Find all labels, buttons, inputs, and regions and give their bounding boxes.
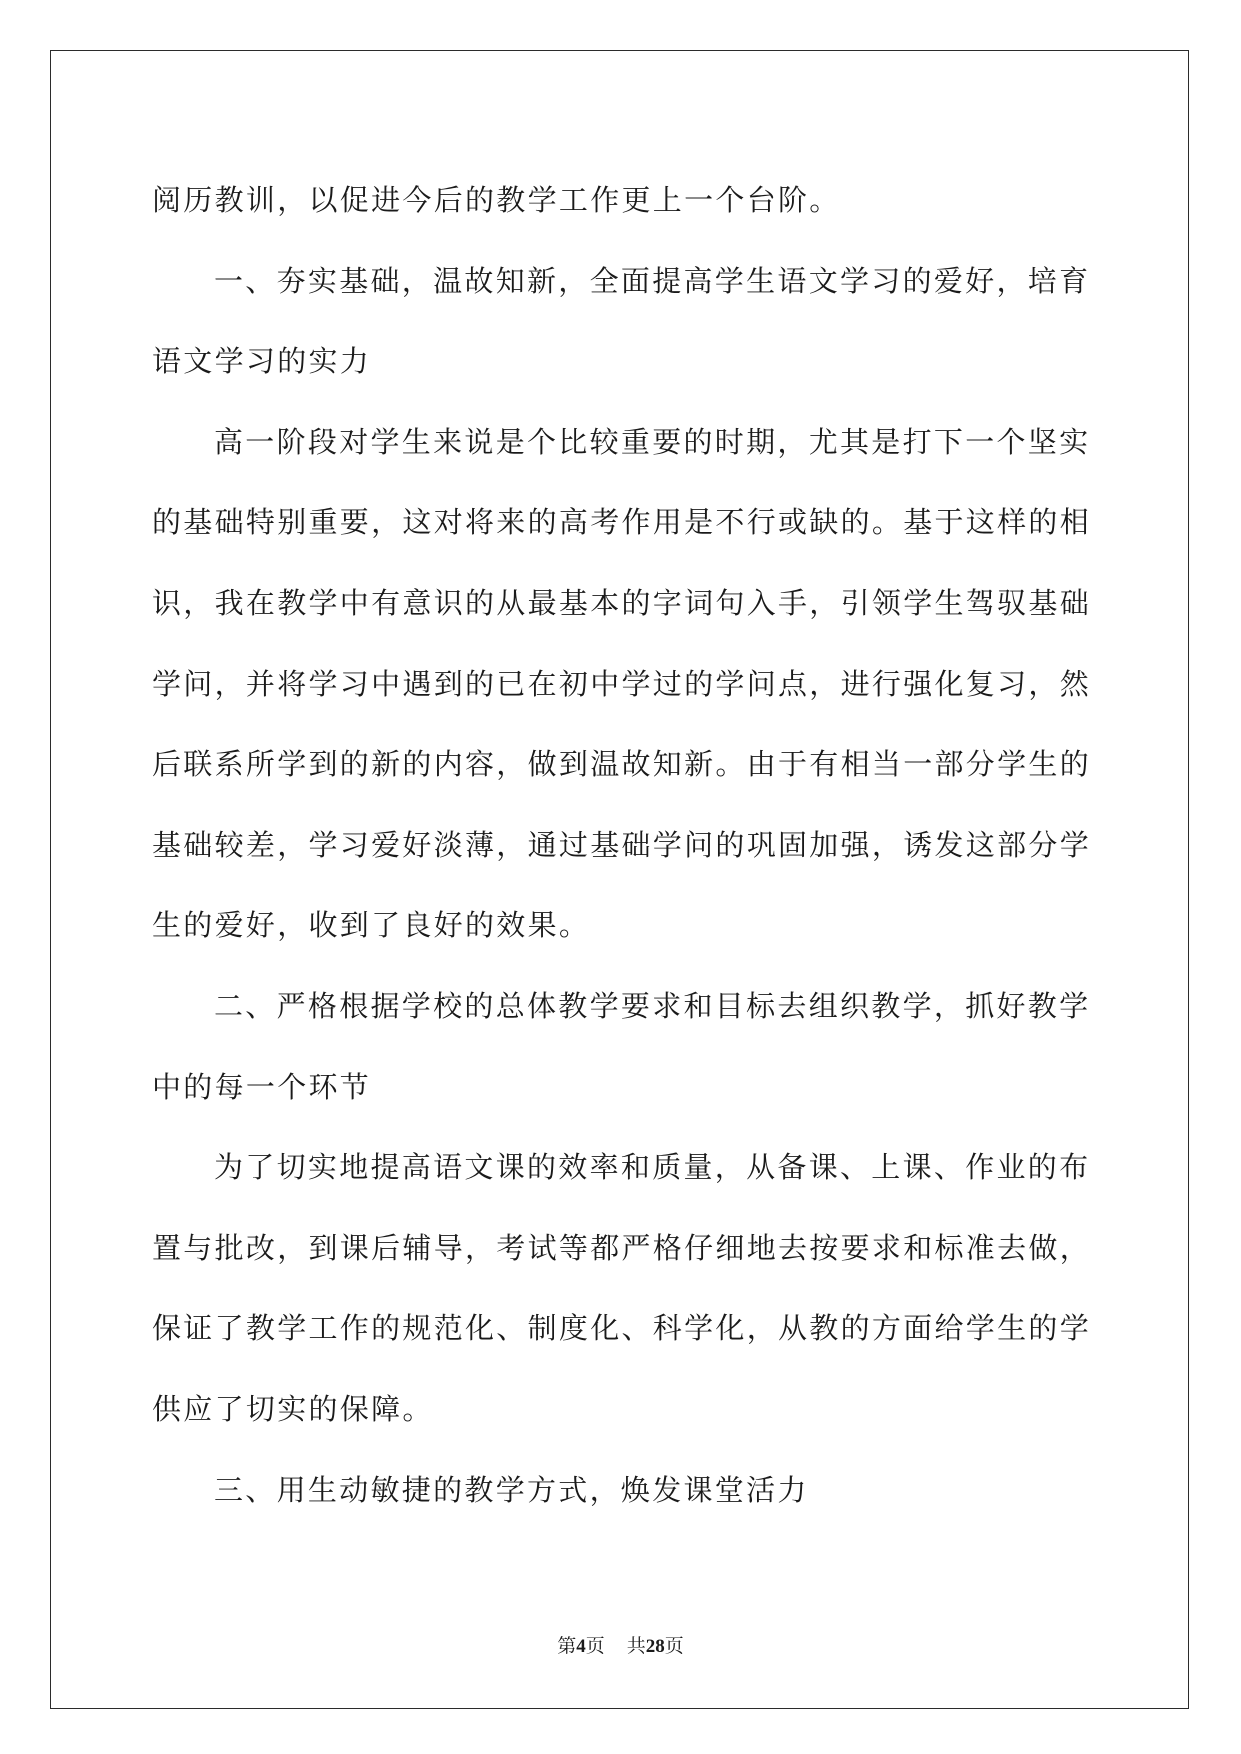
text-line: 高一阶段对学生来说是个比较重要的时期，尤其是打下一个坚实	[214, 424, 1091, 459]
text-line: 生的爱好，收到了良好的效果。	[152, 908, 591, 943]
text-line: 识，我在教学中有意识的从最基本的字词句入手，引领学生驾驭基础	[152, 585, 1092, 620]
section-heading-2: 二、严格根据学校的总体教学要求和目标去组织教学，抓好教学	[214, 988, 1091, 1023]
document-body	[152, 160, 1090, 1530]
text-line: 阅历教训，以促进今后的教学工作更上一个台阶。	[152, 183, 841, 217]
section-heading-3: 三、用生动敏捷的教学方式，焕发课堂活力	[214, 1472, 809, 1507]
page-prefix: 第	[557, 1636, 577, 1657]
page-suffix: 页	[585, 1636, 605, 1657]
text-line: 供应了切实的保障。	[152, 1391, 434, 1426]
page-number: 4	[576, 1636, 586, 1657]
text-line: 基础较差，学习爱好淡薄，通过基础学问的巩固加强，诱发这部分学	[152, 827, 1092, 862]
page-footer	[0, 1631, 1241, 1658]
total-suffix: 页	[664, 1636, 684, 1657]
text-line: 置与批改，到课后辅导，考试等都严格仔细地去按要求和标准去做，	[152, 1230, 1092, 1265]
section-heading-2-cont: 中的每一个环节	[152, 1069, 372, 1104]
section-heading-1-cont: 语文学习的实力	[152, 344, 372, 379]
text-line: 学问，并将学习中遇到的已在初中学过的学问点，进行强化复习，然	[152, 666, 1092, 701]
total-prefix: 共	[626, 1636, 646, 1657]
section-heading-1: 一、夯实基础，温故知新，全面提高学生语文学习的爱好，培育	[214, 263, 1091, 298]
text-line: 后联系所学到的新的内容，做到温故知新。由于有相当一部分学生的	[152, 747, 1092, 782]
total-pages: 28	[645, 1636, 665, 1657]
text-line: 为了切实地提高语文课的效率和质量，从备课、上课、作业的布	[214, 1150, 1091, 1185]
text-line: 的基础特别重要，这对将来的高考作用是不行或缺的。基于这样的相	[152, 505, 1092, 540]
text-line: 保证了教学工作的规范化、制度化、科学化，从教的方面给学生的学	[152, 1311, 1092, 1346]
